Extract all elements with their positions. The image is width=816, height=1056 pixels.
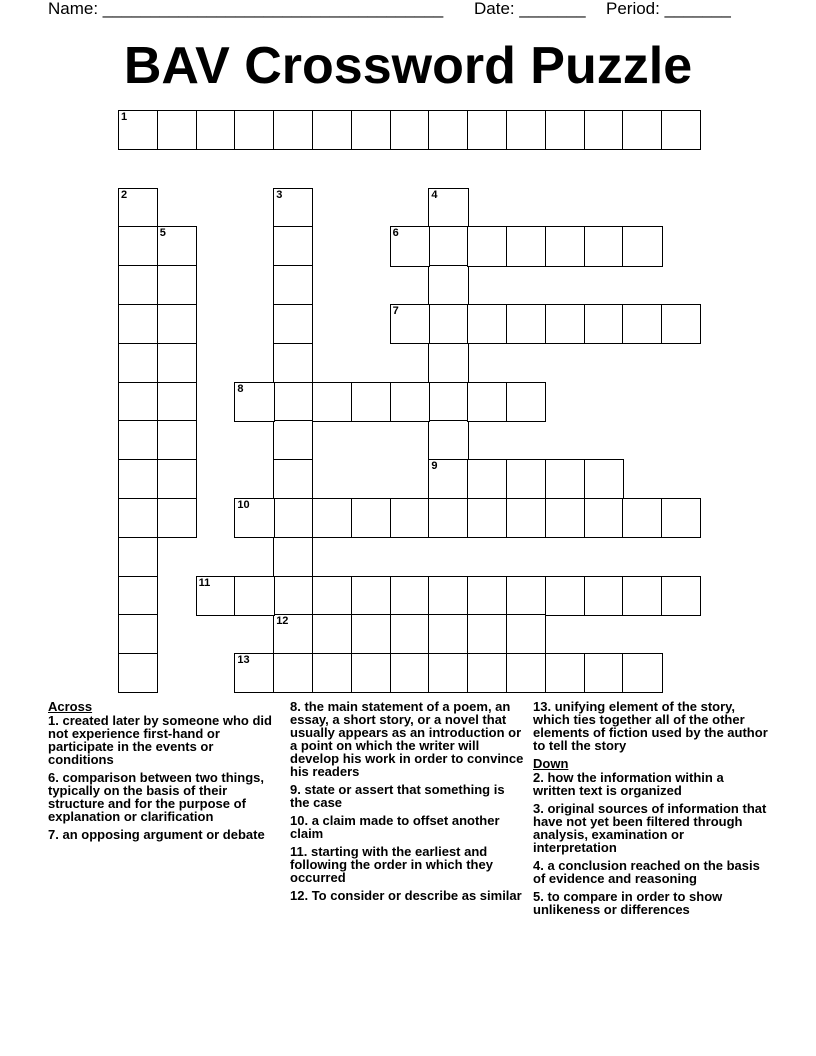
grid-cell[interactable] [273, 576, 313, 616]
grid-cell[interactable] [390, 382, 430, 422]
grid-cell[interactable] [312, 614, 352, 654]
grid-cell[interactable] [118, 110, 158, 150]
grid-cell[interactable] [584, 459, 624, 499]
grid-cell[interactable] [390, 498, 430, 538]
grid-cell[interactable] [428, 459, 468, 499]
clue-number: 2. [533, 770, 544, 785]
clue-number: 8. [290, 699, 301, 714]
grid-cell[interactable] [428, 382, 468, 422]
grid-cell[interactable] [273, 653, 313, 693]
grid-cell[interactable] [467, 653, 507, 693]
clue-number: 9. [290, 782, 301, 797]
cell-number: 10 [237, 499, 250, 511]
clue-across-12 [290, 889, 526, 902]
grid-cell[interactable] [273, 382, 313, 422]
grid-cell[interactable] [118, 653, 158, 693]
grid-cell[interactable] [622, 498, 662, 538]
clue-down-4 [533, 859, 769, 885]
clue-number: 1. [48, 713, 59, 728]
clue-down-2 [533, 771, 769, 797]
clue-across-8 [290, 700, 526, 778]
grid-cell[interactable] [622, 653, 662, 693]
grid-cell[interactable] [584, 653, 624, 693]
grid-cell[interactable] [273, 614, 313, 654]
grid-cell[interactable] [428, 226, 468, 266]
grid-cell[interactable] [118, 226, 158, 266]
grid-cell[interactable] [390, 653, 430, 693]
cell-number: 6 [392, 227, 399, 240]
grid-cell[interactable] [157, 498, 197, 538]
cell-number: 12 [276, 615, 289, 628]
grid-cell[interactable] [467, 304, 507, 344]
grid-cell[interactable] [467, 382, 507, 422]
grid-cell[interactable] [234, 653, 274, 693]
cell-number: 5 [159, 227, 166, 240]
grid-cell[interactable] [428, 576, 468, 616]
grid-cell[interactable] [428, 110, 468, 150]
grid-cell[interactable] [661, 110, 701, 150]
grid-cell[interactable] [467, 226, 507, 266]
clue-number: 4. [533, 858, 544, 873]
clue-text: created later by someone who did not experience first-hand or participate in the events or conditions [48, 713, 272, 767]
grid-cell[interactable] [390, 576, 430, 616]
clue-text: a conclusion reached on the basis of evidence and reasoning [533, 858, 760, 886]
grid-cell[interactable] [584, 304, 624, 344]
cell-number: 4 [431, 188, 438, 201]
page-title: BAV Crossword Puzzle [123, 37, 693, 95]
grid-cell[interactable] [467, 110, 507, 150]
clue-text: To consider or describe as similar [311, 888, 522, 903]
clue-text: comparison between two things, typically on the basis of their structure and for the purpose of explanation or clarification [48, 770, 264, 824]
clues-column-2 [290, 700, 526, 907]
grid-cell[interactable] [312, 498, 352, 538]
grid-cell[interactable] [428, 653, 468, 693]
clue-text: how the information within a written text is organized [533, 770, 724, 798]
grid-cell[interactable] [351, 498, 391, 538]
grid-cell[interactable] [157, 343, 197, 383]
clue-across-9 [290, 783, 526, 809]
grid-cell[interactable] [351, 653, 391, 693]
clue-text: unifying element of the story, which ties together all of the other elements of fiction used by the author to tell the story [533, 699, 768, 753]
grid-cell[interactable] [273, 110, 313, 150]
cell-number: 3 [276, 188, 283, 201]
grid-cell[interactable] [118, 265, 158, 305]
grid-cell[interactable] [622, 110, 662, 150]
clue-across-13 [533, 700, 769, 752]
grid-cell[interactable] [390, 614, 430, 654]
grid-cell[interactable] [506, 614, 546, 654]
grid-cell[interactable] [351, 576, 391, 616]
cell-number: 7 [392, 305, 399, 317]
period-field-label: Period: _______ [606, 0, 731, 18]
grid-cell[interactable] [428, 498, 468, 538]
grid-cell[interactable] [351, 614, 391, 654]
date-field-label: Date: _______ [474, 0, 586, 18]
grid-cell[interactable] [234, 110, 274, 150]
grid-cell[interactable] [118, 382, 158, 422]
grid-cell[interactable] [273, 459, 313, 499]
clue-number: 10. [290, 813, 309, 828]
clue-number: 6. [48, 770, 59, 785]
clues-column-3 [533, 700, 769, 921]
clue-text: state or assert that something is the case [290, 782, 505, 810]
grid-cell[interactable] [312, 653, 352, 693]
grid-cell[interactable] [661, 304, 701, 344]
cell-number: 2 [121, 188, 128, 201]
grid-cell[interactable] [312, 382, 352, 422]
clue-number: 12. [290, 888, 309, 903]
clue-text: to compare in order to show unlikeness or differences [533, 889, 723, 917]
grid-cell[interactable] [157, 110, 197, 150]
grid-cell[interactable] [118, 188, 158, 228]
grid-cell[interactable] [118, 498, 158, 538]
clue-across-10 [290, 814, 526, 840]
clue-number: 3. [533, 801, 544, 816]
grid-cell[interactable] [118, 459, 158, 499]
grid-cell[interactable] [545, 226, 585, 266]
grid-cell[interactable] [273, 188, 313, 228]
cell-number: 1 [121, 111, 128, 123]
grid-cell[interactable] [428, 614, 468, 654]
grid-cell[interactable] [118, 576, 158, 616]
grid-cell[interactable] [234, 498, 274, 538]
grid-cell[interactable] [506, 226, 546, 266]
grid-cell[interactable] [584, 576, 624, 616]
grid-cell[interactable] [506, 304, 546, 344]
grid-cell[interactable] [584, 110, 624, 150]
cell-number: 11 [198, 576, 211, 589]
grid-cell[interactable] [312, 110, 352, 150]
grid-cell[interactable] [196, 110, 236, 150]
clues-column-1 [48, 700, 282, 846]
clue-text: original sources of information that have not yet been filtered through analysis, examination or interpretation [533, 801, 767, 855]
grid-cell[interactable] [157, 304, 197, 344]
grid-cell[interactable] [506, 653, 546, 693]
clue-text: starting with the earliest and following the order in which they occurred [290, 844, 493, 885]
down-heading: Down [533, 756, 569, 771]
grid-cell[interactable] [584, 498, 624, 538]
grid-cell[interactable] [273, 420, 313, 460]
grid-cell[interactable] [273, 265, 313, 305]
grid-cell[interactable] [390, 226, 430, 266]
grid-cell[interactable] [506, 459, 546, 499]
grid-cell[interactable] [196, 576, 236, 616]
cell-number: 13 [237, 654, 250, 667]
grid-cell[interactable] [467, 498, 507, 538]
grid-cell[interactable] [390, 304, 430, 344]
cell-number: 8 [237, 382, 244, 395]
grid-cell[interactable] [118, 614, 158, 654]
clue-across-1 [48, 714, 282, 766]
grid-cell[interactable] [273, 498, 313, 538]
grid-cell[interactable] [622, 304, 662, 344]
grid-cell[interactable] [661, 498, 701, 538]
grid-cell[interactable] [545, 459, 585, 499]
grid-cell[interactable] [157, 226, 197, 266]
grid-cell[interactable] [545, 498, 585, 538]
clue-down-5 [533, 890, 769, 916]
clue-number: 5. [533, 889, 544, 904]
grid-cell[interactable] [428, 304, 468, 344]
cell-number: 9 [431, 460, 438, 473]
grid-cell[interactable] [118, 537, 158, 577]
grid-cell[interactable] [157, 265, 197, 305]
grid-cell[interactable] [545, 653, 585, 693]
grid-cell[interactable] [273, 226, 313, 266]
grid-cell[interactable] [273, 304, 313, 344]
grid-cell[interactable] [273, 343, 313, 383]
grid-cell[interactable] [351, 110, 391, 150]
grid-cell[interactable] [157, 420, 197, 460]
grid-cell[interactable] [545, 576, 585, 616]
grid-cell[interactable] [506, 110, 546, 150]
grid-cell[interactable] [506, 382, 546, 422]
grid-cell[interactable] [118, 304, 158, 344]
clue-number: 7. [48, 827, 59, 842]
grid-cell[interactable] [545, 304, 585, 344]
grid-cell[interactable] [661, 576, 701, 616]
clue-number: 13. [533, 699, 552, 714]
grid-cell[interactable] [467, 576, 507, 616]
clue-text: the main statement of a poem, an essay, a short story, or a novel that usually appears as an introduction or a point on which the writer will develop his work in order to convince his readers [290, 699, 524, 779]
grid-cell[interactable] [428, 420, 468, 460]
grid-cell[interactable] [467, 614, 507, 654]
grid-cell[interactable] [622, 576, 662, 616]
clue-across-7 [48, 828, 282, 841]
grid-cell[interactable] [467, 459, 507, 499]
grid-cell[interactable] [157, 382, 197, 422]
grid-cell[interactable] [428, 188, 468, 228]
grid-cell[interactable] [118, 343, 158, 383]
grid-cell[interactable] [312, 576, 352, 616]
clue-across-11 [290, 845, 526, 884]
grid-cell[interactable] [157, 459, 197, 499]
grid-cell[interactable] [234, 576, 274, 616]
grid-cell[interactable] [584, 226, 624, 266]
name-field-label: Name: ____________________________________ [48, 0, 444, 18]
clue-across-6 [48, 771, 282, 823]
across-heading: Across [48, 699, 93, 714]
grid-cell[interactable] [234, 382, 274, 422]
grid-cell[interactable] [118, 420, 158, 460]
grid-cell[interactable] [390, 110, 430, 150]
clue-text: an opposing argument or debate [62, 827, 265, 842]
grid-cell[interactable] [545, 110, 585, 150]
grid-cell[interactable] [351, 382, 391, 422]
grid-cell[interactable] [428, 265, 468, 305]
grid-cell[interactable] [622, 226, 662, 266]
grid-cell[interactable] [428, 343, 468, 383]
grid-cell[interactable] [506, 576, 546, 616]
grid-cell[interactable] [506, 498, 546, 538]
grid-cell[interactable] [273, 537, 313, 577]
clue-text: a claim made to offset another claim [290, 813, 500, 841]
clue-number: 11. [290, 844, 308, 859]
clue-down-3 [533, 802, 769, 854]
